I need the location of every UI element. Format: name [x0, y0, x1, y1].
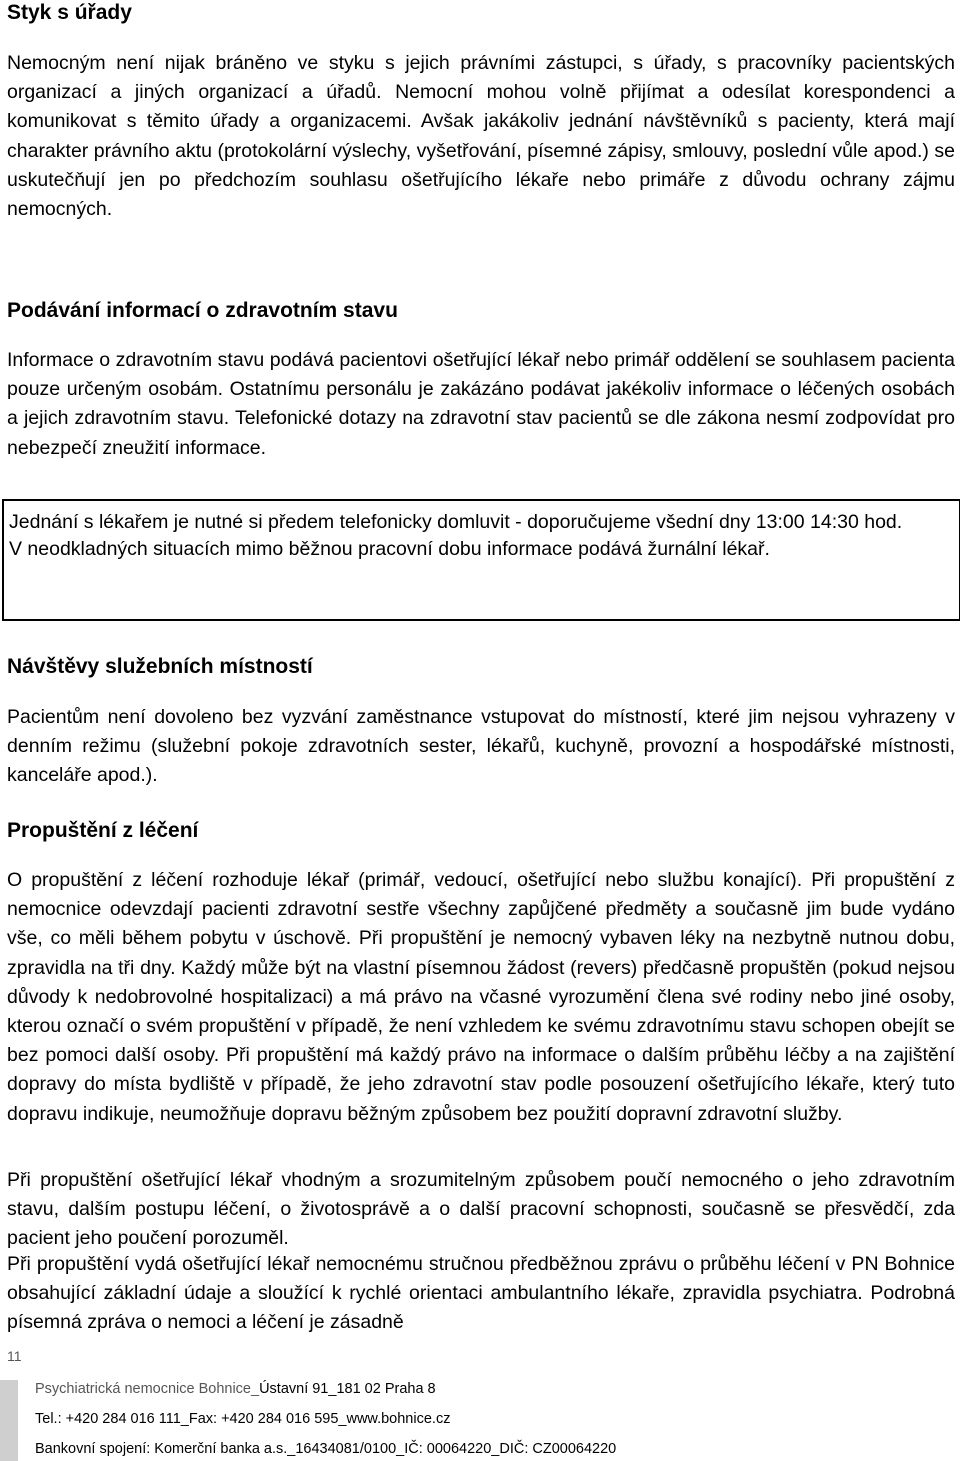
- footer-org: Psychiatrická nemocnice Bohnice_: [35, 1381, 260, 1397]
- paragraph: Nemocným není nijak bráněno ve styku s jejich právními zástupci, s úřady, s pracovníky pacientských organizací a jiných organizací a úřadů. Nemocní mohou volně přijímat a odesílat korespondenci a komunikovat s těmito úřady a organizacemi. Avšak jakákoliv jednání návštěvníků s pacienty, která mají charakter právního aktu (protokolární výslechy, vyšetřování, písemné zápisy, smlouvy, poslední vůle apod.) se uskutečňují jen po předchozím souhlasu ošetřujícího lékaře nebo primáře z důvodu ochrany zájmu nemocných.: [7, 52, 955, 221]
- section-heading: Návštěvy služebních místností: [7, 655, 313, 678]
- paragraph: Informace o zdravotním stavu podává pacientovi ošetřující lékař nebo primář oddělení se souhlasem pacienta pouze určeným osobám. Ostatnímu personálu je zakázáno podávat jakékoliv informace o léčených osobách a jejich zdravotním stavu. Telefonické dotazy na zdravotní stav pacientů se dle zákona nesmí zodpovídat pro nebezpečí zneužití informace.: [7, 349, 955, 459]
- box-line: V neodkladných situacích mimo běžnou pracovní dobu informace podává žurnální lékař.: [9, 537, 770, 560]
- section-heading: Styk s úřady: [7, 1, 132, 24]
- footer-street: Ústavní 91_181 02 Praha 8: [259, 1381, 436, 1397]
- page-number: 11: [7, 1348, 22, 1364]
- paragraph: O propuštění z léčení rozhoduje lékař (primář, vedoucí, ošetřující nebo službu konající). Při propuštění z nemocnice odevzdají pacienti zdravotní sestře všechny zapůjčené předměty a současně jim bude vydáno vše, co měli během pobytu v úschově. Při propuštění je nemocný vybaven léky na nezbytně nutnou dobu, zpravidla na tři dny. Každý může být na vlastní písemnou žádost (revers) předčasně propuštěn (pokud nejsou důvody k nedobrovolné hospitalizaci) a má právo na včasné vyrozumění člena své rodiny nebo jiné osoby, kterou označí o svém propuštění v případě, že není vzhledem ke svému zdravotnímu stavu schopen obejít se bez pomoci další osoby. Při propuštění má každý právo na informace o dalším průběhu léčby a na zajištění dopravy do místa bydliště v případě, že jeho zdravotní stav podle posouzení ošetřujícího lékaře, který tuto dopravu indikuje, neumožňuje dopravu běžným způsobem bez použití dopravní zdravotní služby.: [7, 869, 955, 1125]
- section-heading: Propuštění z léčení: [7, 819, 199, 842]
- paragraph: Při propuštění vydá ošetřující lékař nemocnému stručnou předběžnou zprávu o průběhu léčení v PN Bohnice obsahující základní údaje a sloužící k rychlé orientaci ambulantního lékaře, zpravidla psychiatra. Podrobná písemná zpráva o nemoci a léčení je zásadně: [7, 1253, 955, 1334]
- footer-bar: [0, 1380, 18, 1461]
- box-line: Jednání s lékařem je nutné si předem telefonicky domluvit - doporučujeme všední dny 13:00 14:30 hod.: [9, 511, 903, 533]
- footer-bank: Bankovní spojení: Komerční banka a.s._16434081/0100_IČ: 00064220_DIČ: CZ00064220: [35, 1441, 617, 1457]
- footer-contact: Tel.: +420 284 016 111_Fax: +420 284 016 595_www.bohnice.cz: [35, 1411, 451, 1427]
- paragraph: Při propuštění ošetřující lékař vhodným a srozumitelným způsobem poučí nemocného o jeho zdravotním stavu, dalším postupu léčení, o životosprávě a o další pracovní schopnosti, současně se přesvědčí, zda pacient jeho poučení porozuměl.: [7, 1169, 955, 1250]
- info-box: [2, 499, 960, 621]
- section-heading: Podávání informací o zdravotním stavu: [7, 299, 398, 322]
- footer-address: [35, 1381, 436, 1397]
- paragraph: Pacientům není dovoleno bez vyzvání zaměstnance vstupovat do místností, které jim nejsou vyhrazeny v denním režimu (služební pokoje zdravotních sester, lékařů, kuchyně, provozní a hospodářské místnosti, kanceláře apod.).: [7, 706, 955, 787]
